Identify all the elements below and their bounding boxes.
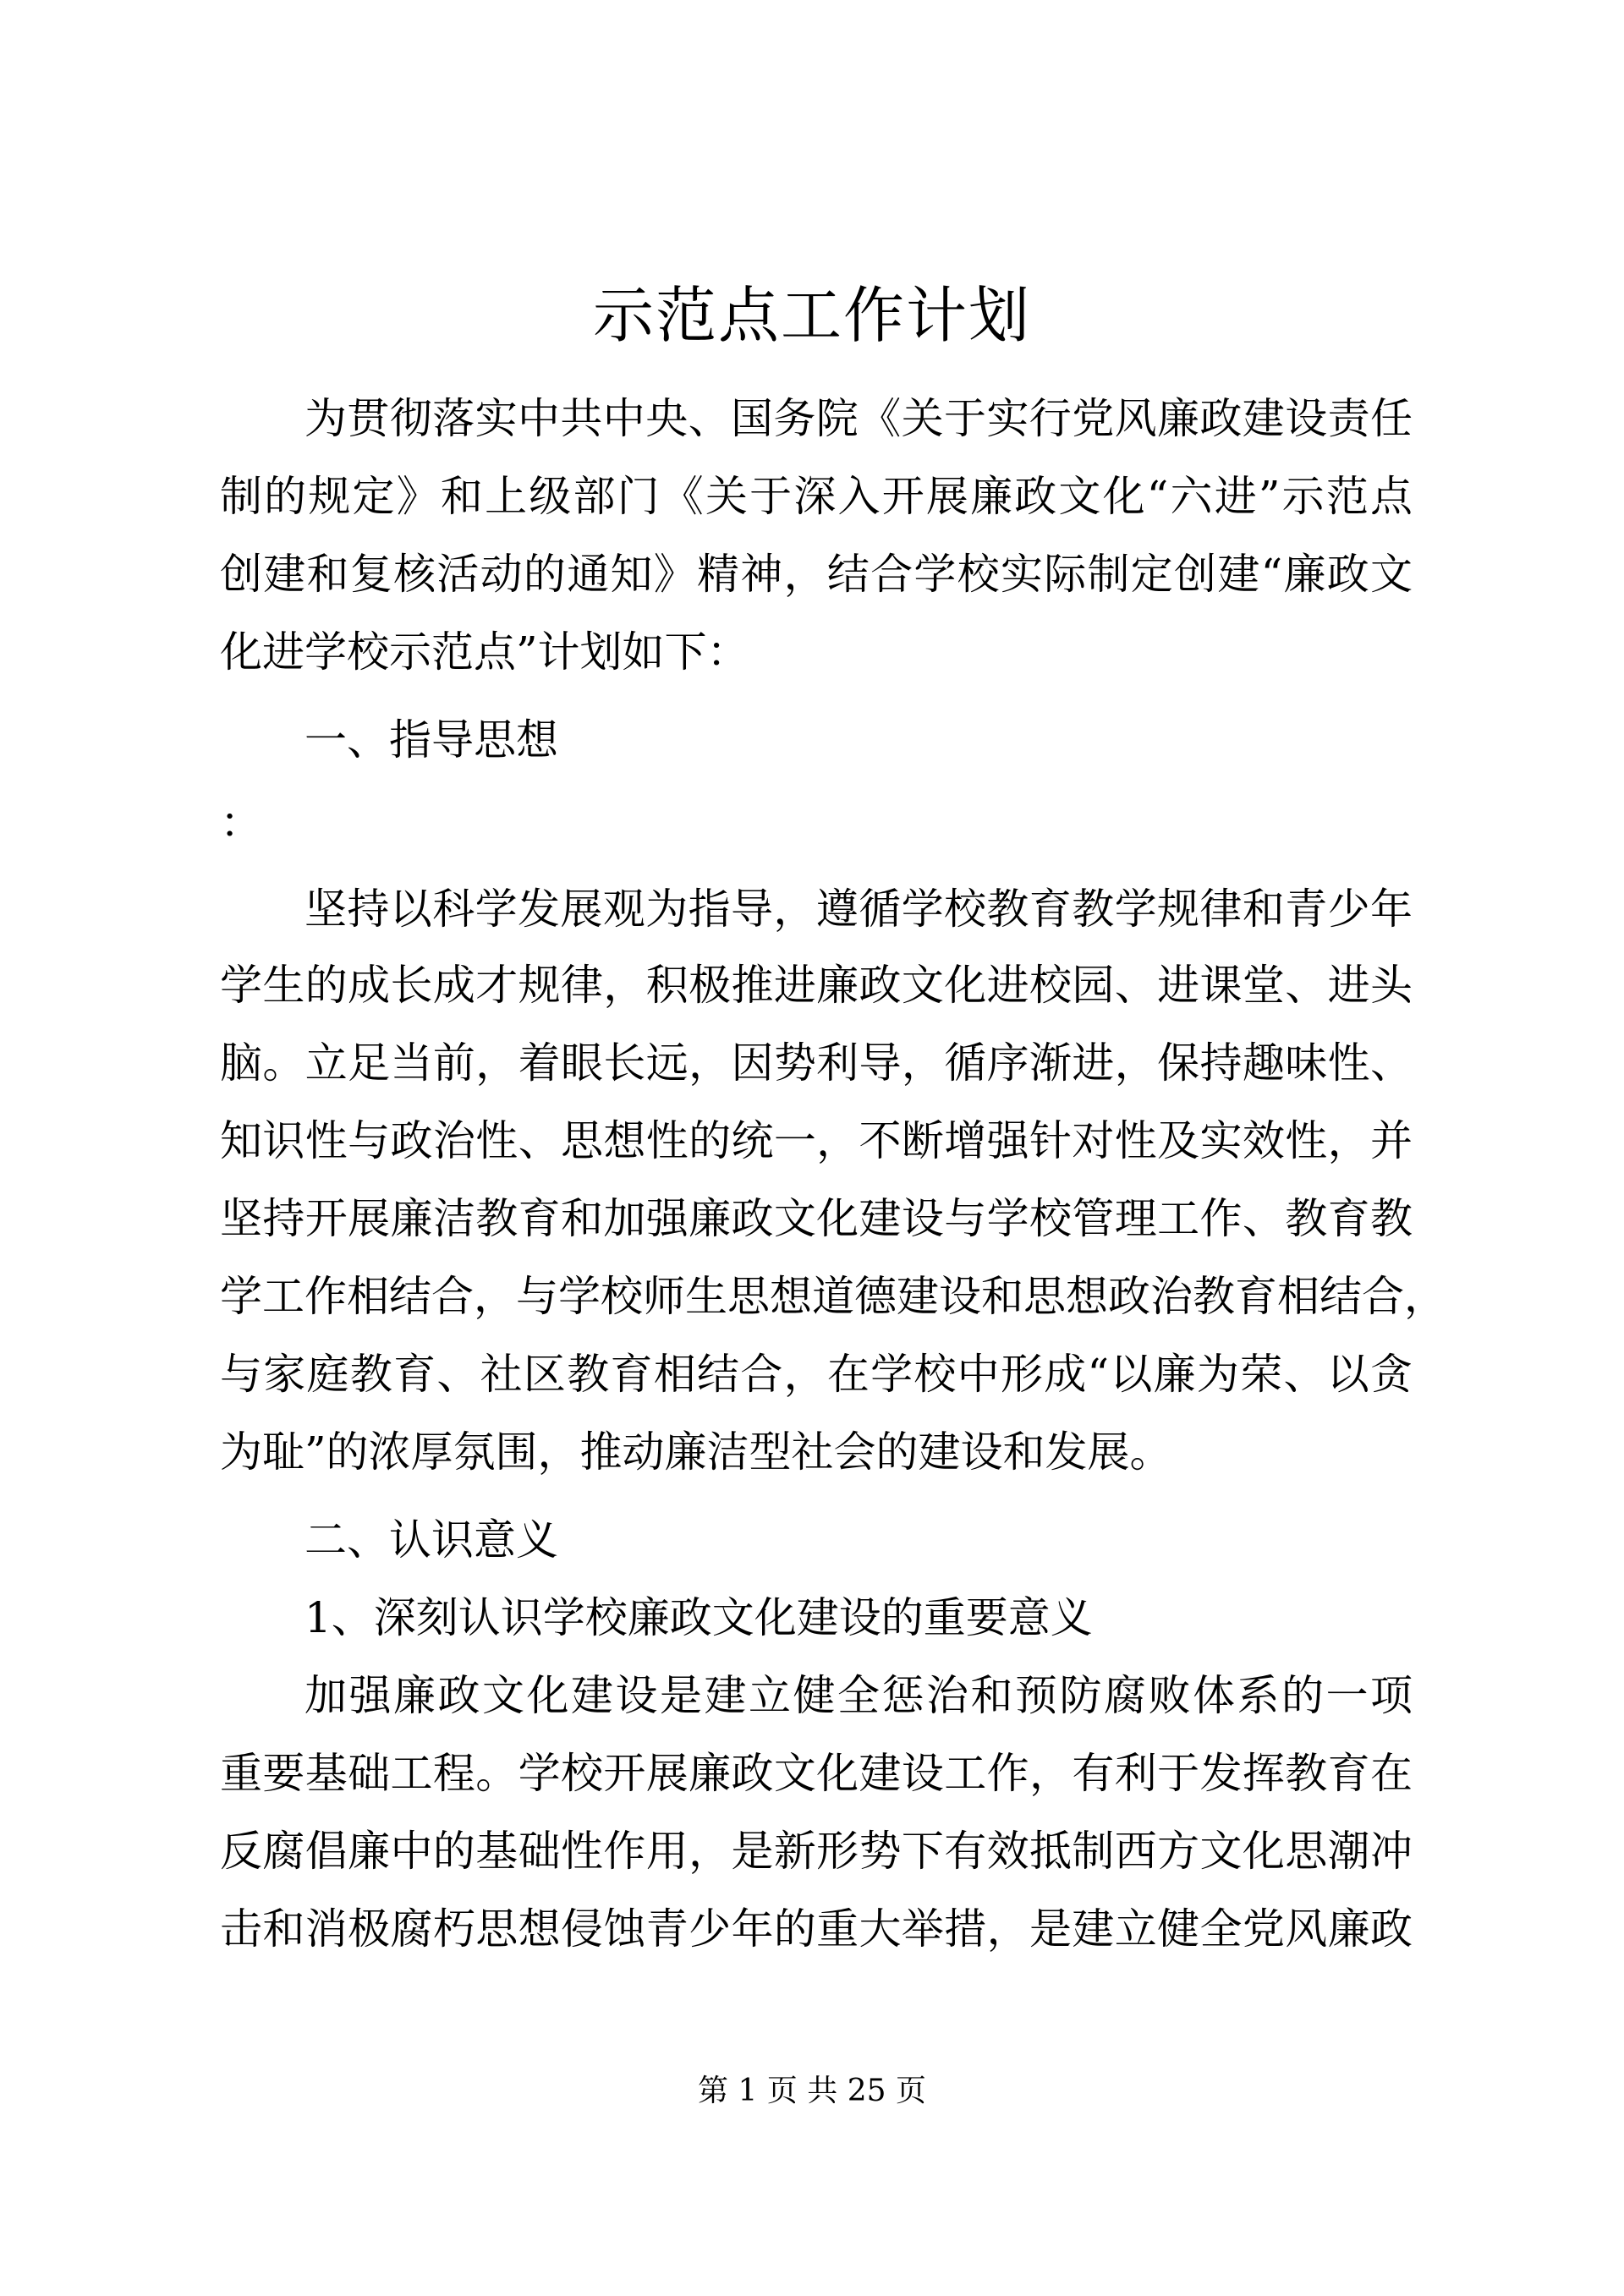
section-heading: 二、认识意义 [304, 1515, 558, 1564]
paragraph-line: 为贯彻落实中共中央、国务院《关于实行党风廉政建设责任 [304, 394, 1413, 443]
paragraph-line: 击和消极腐朽思想侵蚀青少年的重大举措，是建立健全党风廉政 [220, 1904, 1413, 1954]
paragraph-line: 脑。立足当前，着眼长远，因势利导，循序渐进，保持趣味性、 [220, 1038, 1413, 1088]
paragraph-line: 加强廉政文化建设是建立健全惩治和预防腐败体系的一项 [304, 1671, 1413, 1720]
paragraph-line: ： [220, 798, 262, 847]
paragraph-line: 学工作相结合，与学校师生思想道德建设和思想政治教育相结合， [220, 1272, 1446, 1321]
page-number-footer: 第 1 页 共 25 页 [698, 2074, 926, 2108]
paragraph-line: 与家庭教育、社区教育相结合，在学校中形成“以廉为荣、以贪 [220, 1350, 1413, 1399]
paragraph-line: 制的规定》和上级部门《关于深入开展廉政文化“六进”示范点 [220, 472, 1413, 521]
paragraph-line: 坚持以科学发展观为指导，遵循学校教育教学规律和青少年 [304, 885, 1413, 934]
document-title: 示范点工作计划 [592, 280, 1031, 351]
paragraph-line: 为耻”的浓厚氛围，推动廉洁型社会的建设和发展。 [220, 1427, 1172, 1477]
paragraph-line: 重要基础工程。学校开展廉政文化建设工作，有利于发挥教育在 [220, 1749, 1413, 1798]
paragraph-line: 坚持开展廉洁教育和加强廉政文化建设与学校管理工作、教育教 [220, 1194, 1413, 1243]
paragraph-line: 化进学校示范点”计划如下： [220, 627, 749, 677]
paragraph-line: 反腐倡廉中的基础性作用，是新形势下有效抵制西方文化思潮冲 [220, 1827, 1413, 1876]
paragraph-line: 学生的成长成才规律，积极推进廉政文化进校园、进课堂、进头 [220, 961, 1413, 1010]
section-heading: 一、指导思想 [304, 715, 558, 764]
paragraph-line: 知识性与政治性、思想性的统一，不断增强针对性及实效性，并 [220, 1116, 1413, 1165]
subsection-heading: 1、深刻认识学校廉政文化建设的重要意义 [304, 1593, 1093, 1642]
paragraph-line: 创建和复核活动的通知》精神，结合学校实际制定创建“廉政文 [220, 550, 1413, 599]
